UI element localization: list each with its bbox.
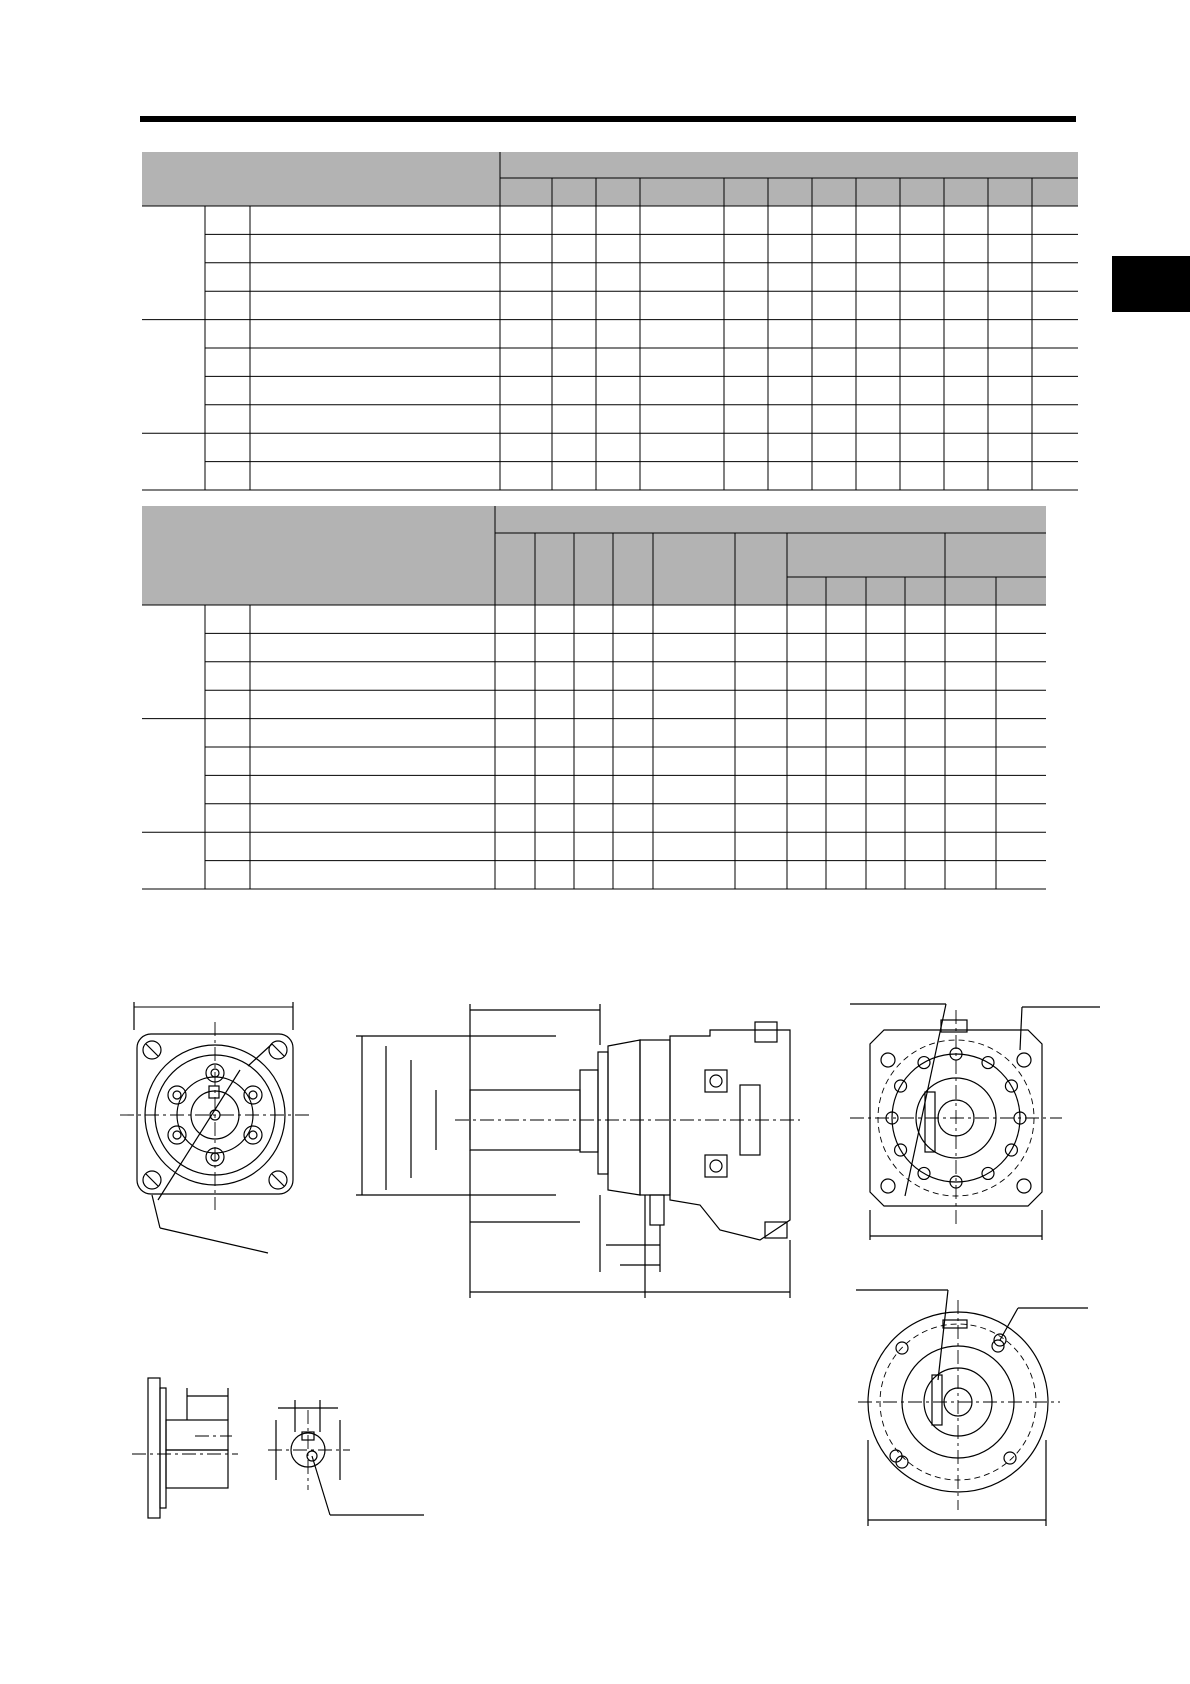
front-leader-bottom <box>160 1228 268 1253</box>
cable-gland <box>755 1022 777 1042</box>
key-section-leader <box>312 1456 330 1515</box>
rear-key-slot <box>925 1092 935 1152</box>
bolt-head-inner <box>173 1091 181 1099</box>
rear-corner-hole <box>1017 1053 1031 1067</box>
shaft-flange-step <box>160 1388 166 1508</box>
drain-plug <box>650 1195 664 1225</box>
front-leader-bottom-end <box>152 1195 160 1228</box>
bearing-ball <box>710 1160 722 1172</box>
rear-corner-hole <box>881 1179 895 1193</box>
bearing-bottom <box>705 1155 727 1177</box>
rear-corner-hole <box>881 1053 895 1067</box>
shaft-collar <box>580 1070 598 1152</box>
bolt-head-inner <box>249 1091 257 1099</box>
mount-hole-hatch <box>272 1044 284 1056</box>
rear-leader-drop <box>1020 1007 1022 1050</box>
flange-step <box>598 1052 608 1174</box>
housing-mid <box>640 1040 670 1195</box>
rear-round-leader-diag <box>938 1290 948 1380</box>
shaft-body-upper <box>166 1420 228 1450</box>
bearing-ball <box>710 1075 722 1087</box>
housing-rear <box>670 1030 790 1240</box>
rear-round-bolt <box>1004 1452 1016 1464</box>
rear-corner-hole <box>1017 1179 1031 1193</box>
shaft-body-lower <box>166 1450 228 1488</box>
bolt-head-inner <box>249 1131 257 1139</box>
shaft-flange-plate <box>148 1378 160 1518</box>
mount-hole-hatch <box>146 1044 158 1056</box>
mount-hole-hatch <box>272 1174 284 1186</box>
mount-hole-hatch <box>146 1174 158 1186</box>
bolt-head-inner <box>173 1131 181 1139</box>
bearing-top <box>705 1070 727 1092</box>
housing-front <box>608 1040 640 1195</box>
rear-round-key <box>932 1375 942 1425</box>
